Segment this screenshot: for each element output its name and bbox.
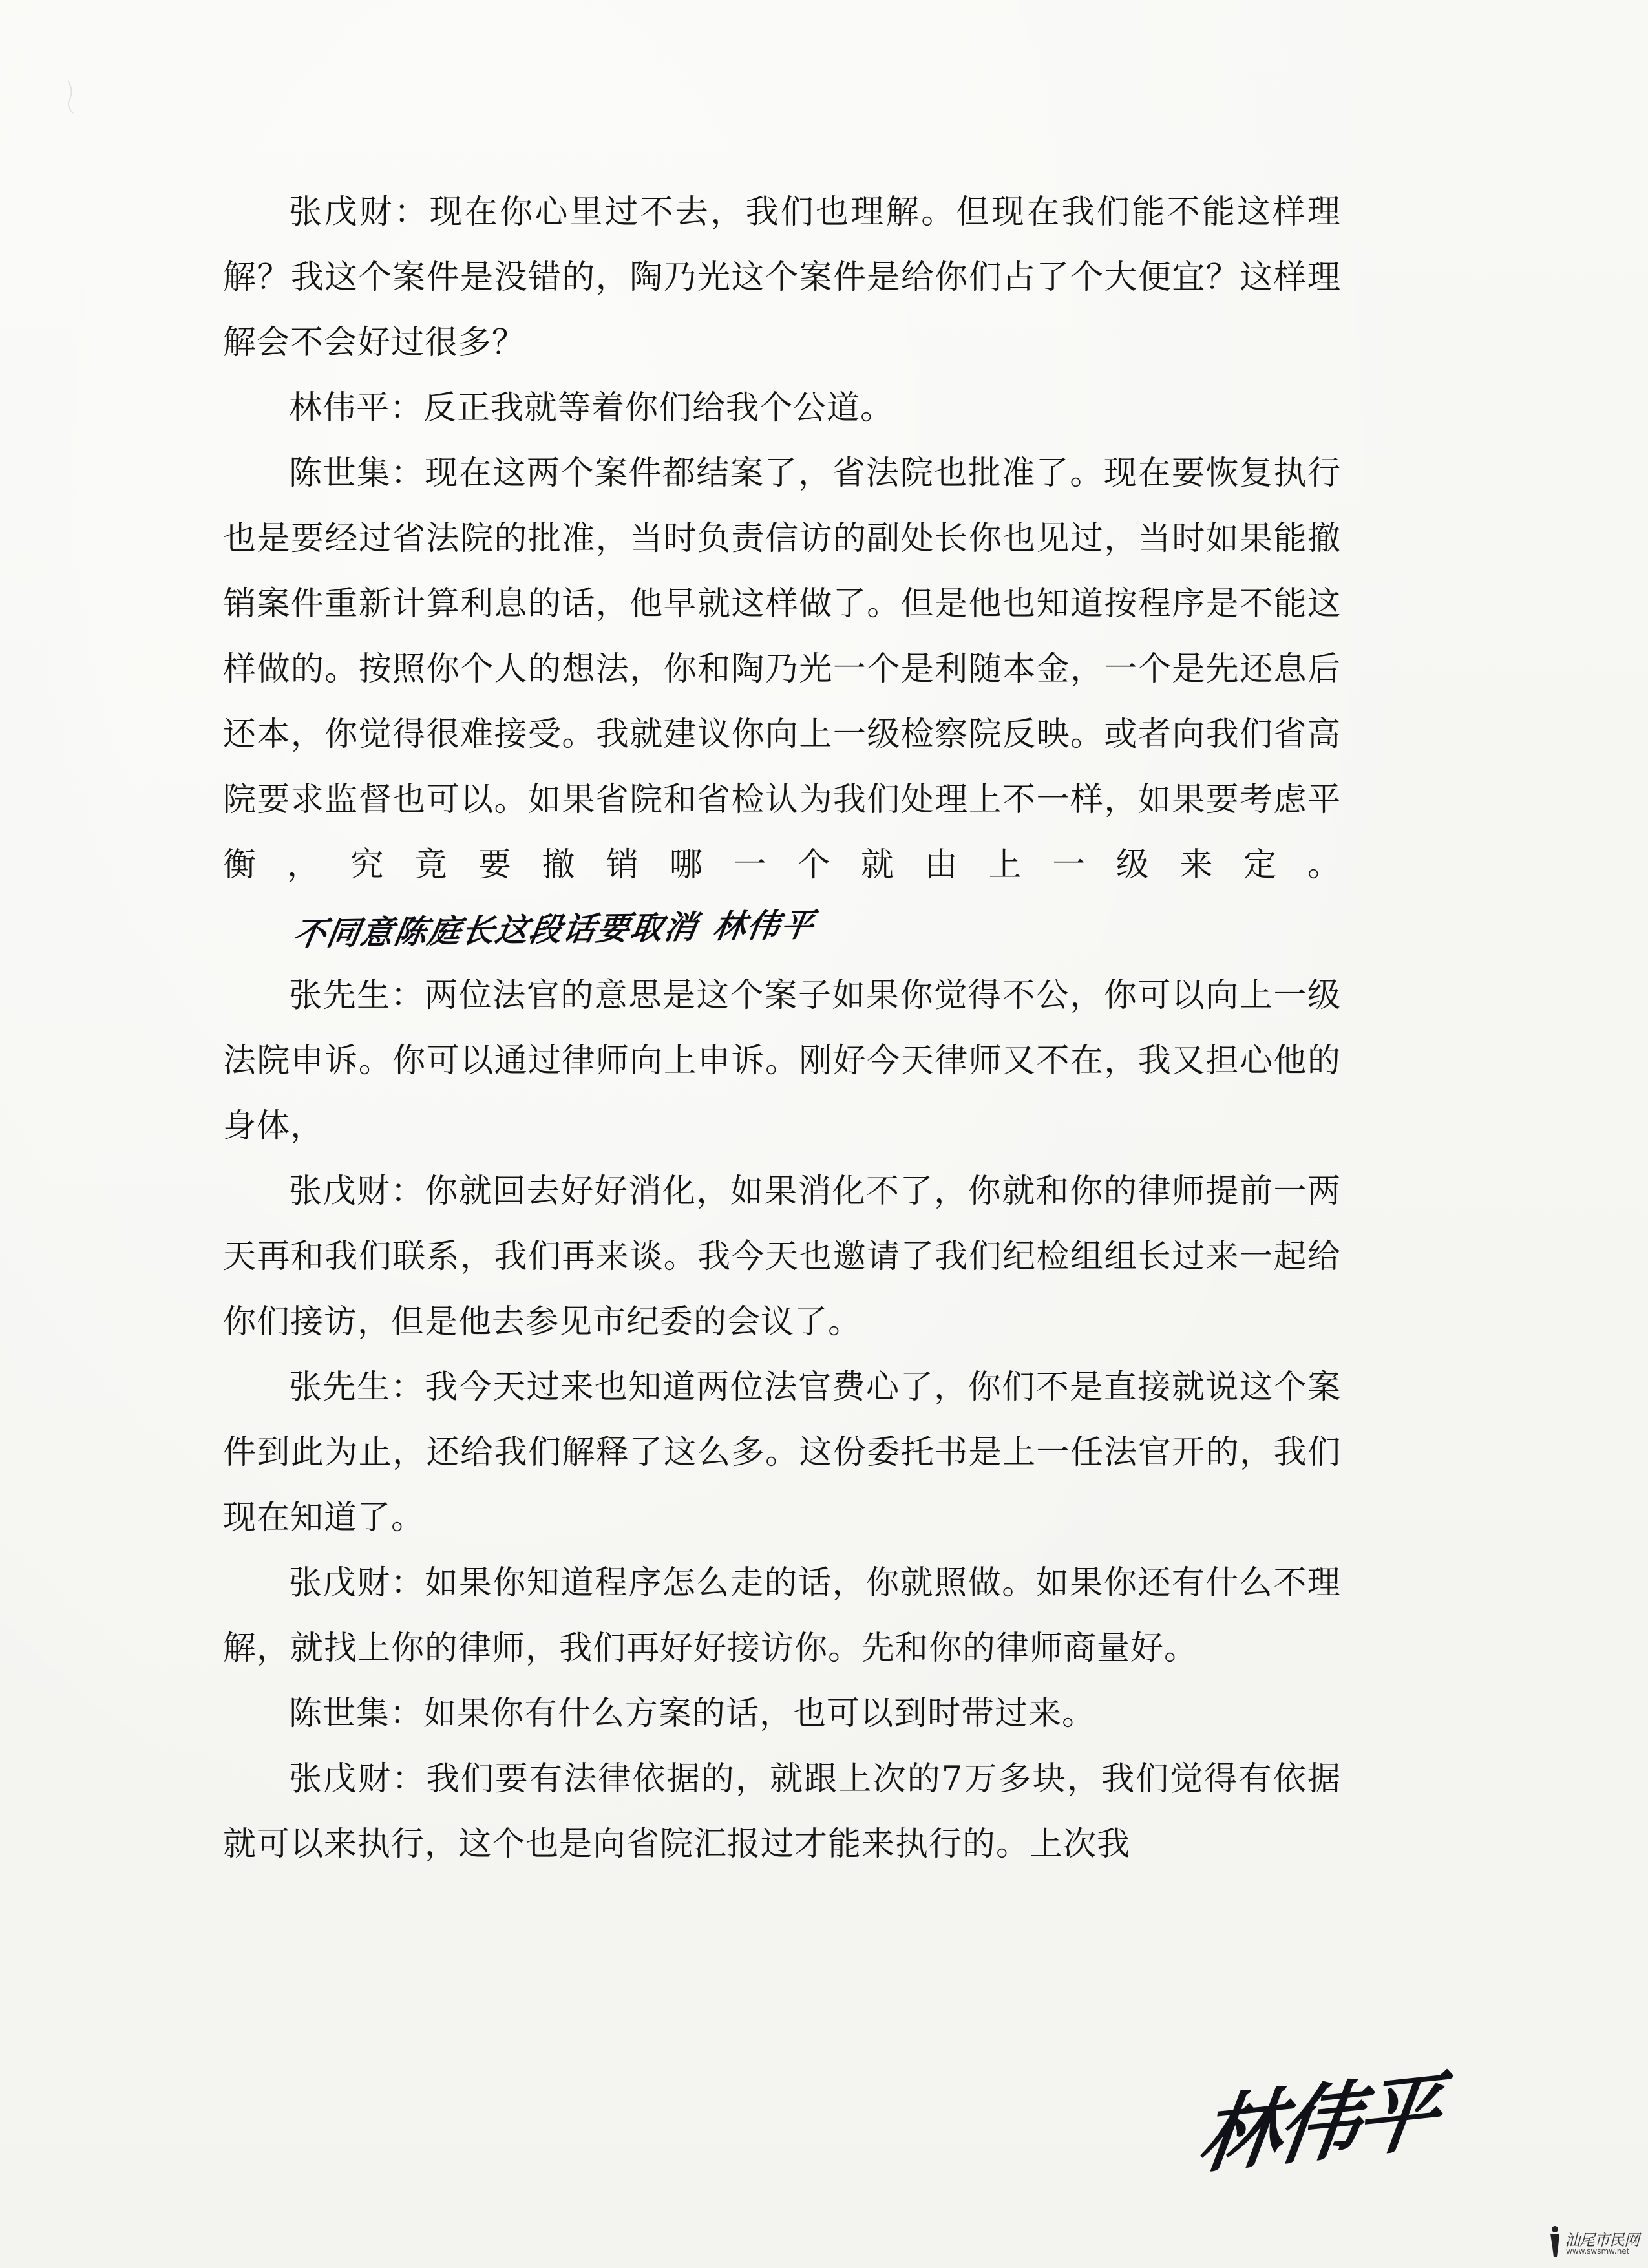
handwritten-note bbox=[222, 893, 820, 968]
paragraph-6 bbox=[223, 1355, 1341, 1551]
speech-text: 反正我就等着你们给我个公道。 bbox=[423, 389, 894, 427]
watermark-url: www.swsmw.net bbox=[1566, 2247, 1630, 2256]
speaker-label: 张先生： bbox=[289, 977, 425, 1015]
paragraph-7 bbox=[223, 1551, 1341, 1681]
handwritten-note-text: 不同意陈庭长这段话要取消 bbox=[290, 908, 701, 953]
person-silhouette-icon bbox=[1548, 2225, 1562, 2258]
paragraph-5 bbox=[223, 1159, 1341, 1355]
speaker-label: 张戊财： bbox=[289, 1172, 425, 1211]
paragraph-4 bbox=[223, 963, 1341, 1159]
speaker-label: 张先生： bbox=[289, 1368, 425, 1406]
paragraph-3 bbox=[223, 441, 1341, 963]
speaker-label: 林伟平： bbox=[289, 389, 424, 427]
speaker-label: 张戊财： bbox=[289, 1564, 425, 1602]
speech-text: 如果你有什么方案的话，也可以到时带过来。 bbox=[423, 1695, 1096, 1733]
speech-text: 两位法官的意思是这个案子如果你觉得不公，你可以向上一级法院申诉。你可以通过律师向上申诉。刚好今天律师又不在，我又担心他的身体， bbox=[223, 977, 1341, 1145]
speaker-label: 张戊财： bbox=[289, 1760, 427, 1798]
document-body bbox=[223, 180, 1341, 1877]
speech-text: 我今天过来也知道两位法官费心了，你们不是直接就说这个案件到此为止，还给我们解释了这么多。这份委托书是上一任法官开的，我们现在知道了。 bbox=[223, 1368, 1341, 1537]
speech-text: 现在你心里过不去，我们也理解。但现在我们能不能这样理解？我这个案件是没错的，陶乃光这个案件是给你们占了个大便宜？这样理解会不会好过很多？ bbox=[223, 193, 1341, 362]
speaker-label: 张戊财： bbox=[289, 193, 430, 231]
scan-artifact-icon bbox=[61, 78, 87, 116]
speaker-label: 陈世集： bbox=[289, 1695, 424, 1733]
paragraph-2 bbox=[223, 376, 1341, 441]
site-watermark bbox=[1548, 2223, 1645, 2262]
speech-text: 如果你知道程序怎么走的话，你就照做。如果你还有什么不理解，就找上你的律师，我们再好好接访你。先和你的律师商量好。 bbox=[223, 1564, 1341, 1668]
handwritten-note-name: 林伟平 bbox=[710, 906, 818, 946]
handwritten-signature: 林伟平 bbox=[1192, 2062, 1442, 2186]
speech-text: 你就回去好好消化，如果消化不了，你就和你的律师提前一两天再和我们联系，我们再来谈。我今天也邀请了我们纪检组组长过来一起给你们接访，但是他去参见市纪委的会议了。 bbox=[223, 1172, 1341, 1341]
paragraph-1 bbox=[223, 180, 1341, 376]
watermark-text: 汕尾市民网 bbox=[1565, 2231, 1639, 2249]
paragraph-8 bbox=[223, 1681, 1341, 1746]
speech-text: 我们要有法律依据的，就跟上次的7万多块，我们觉得有依据就可以来执行，这个也是向省院汇报过才能来执行的。上次我 bbox=[223, 1760, 1341, 1863]
speech-text: 现在这两个案件都结案了，省法院也批准了。现在要恢复执行也是要经过省法院的批准，当时负责信访的副处长你也见过，当时如果能撤销案件重新计算利息的话，他早就这样做了。但是他也知道按程序是不能这样做的。按照你个人的想法，你和陶乃光一个是利随本金，一个是先还息后还本，你觉得很难接受。我就建议你向上一级检察院反映。或者向我们省高院要求监督也可以。如果省院和省检认为我们处理上不一样，如果要考虑平衡，究竟要撤销哪一个就由上一级来定。 bbox=[223, 454, 1341, 884]
paragraph-9 bbox=[223, 1746, 1341, 1877]
speaker-label: 陈世集： bbox=[289, 454, 425, 493]
